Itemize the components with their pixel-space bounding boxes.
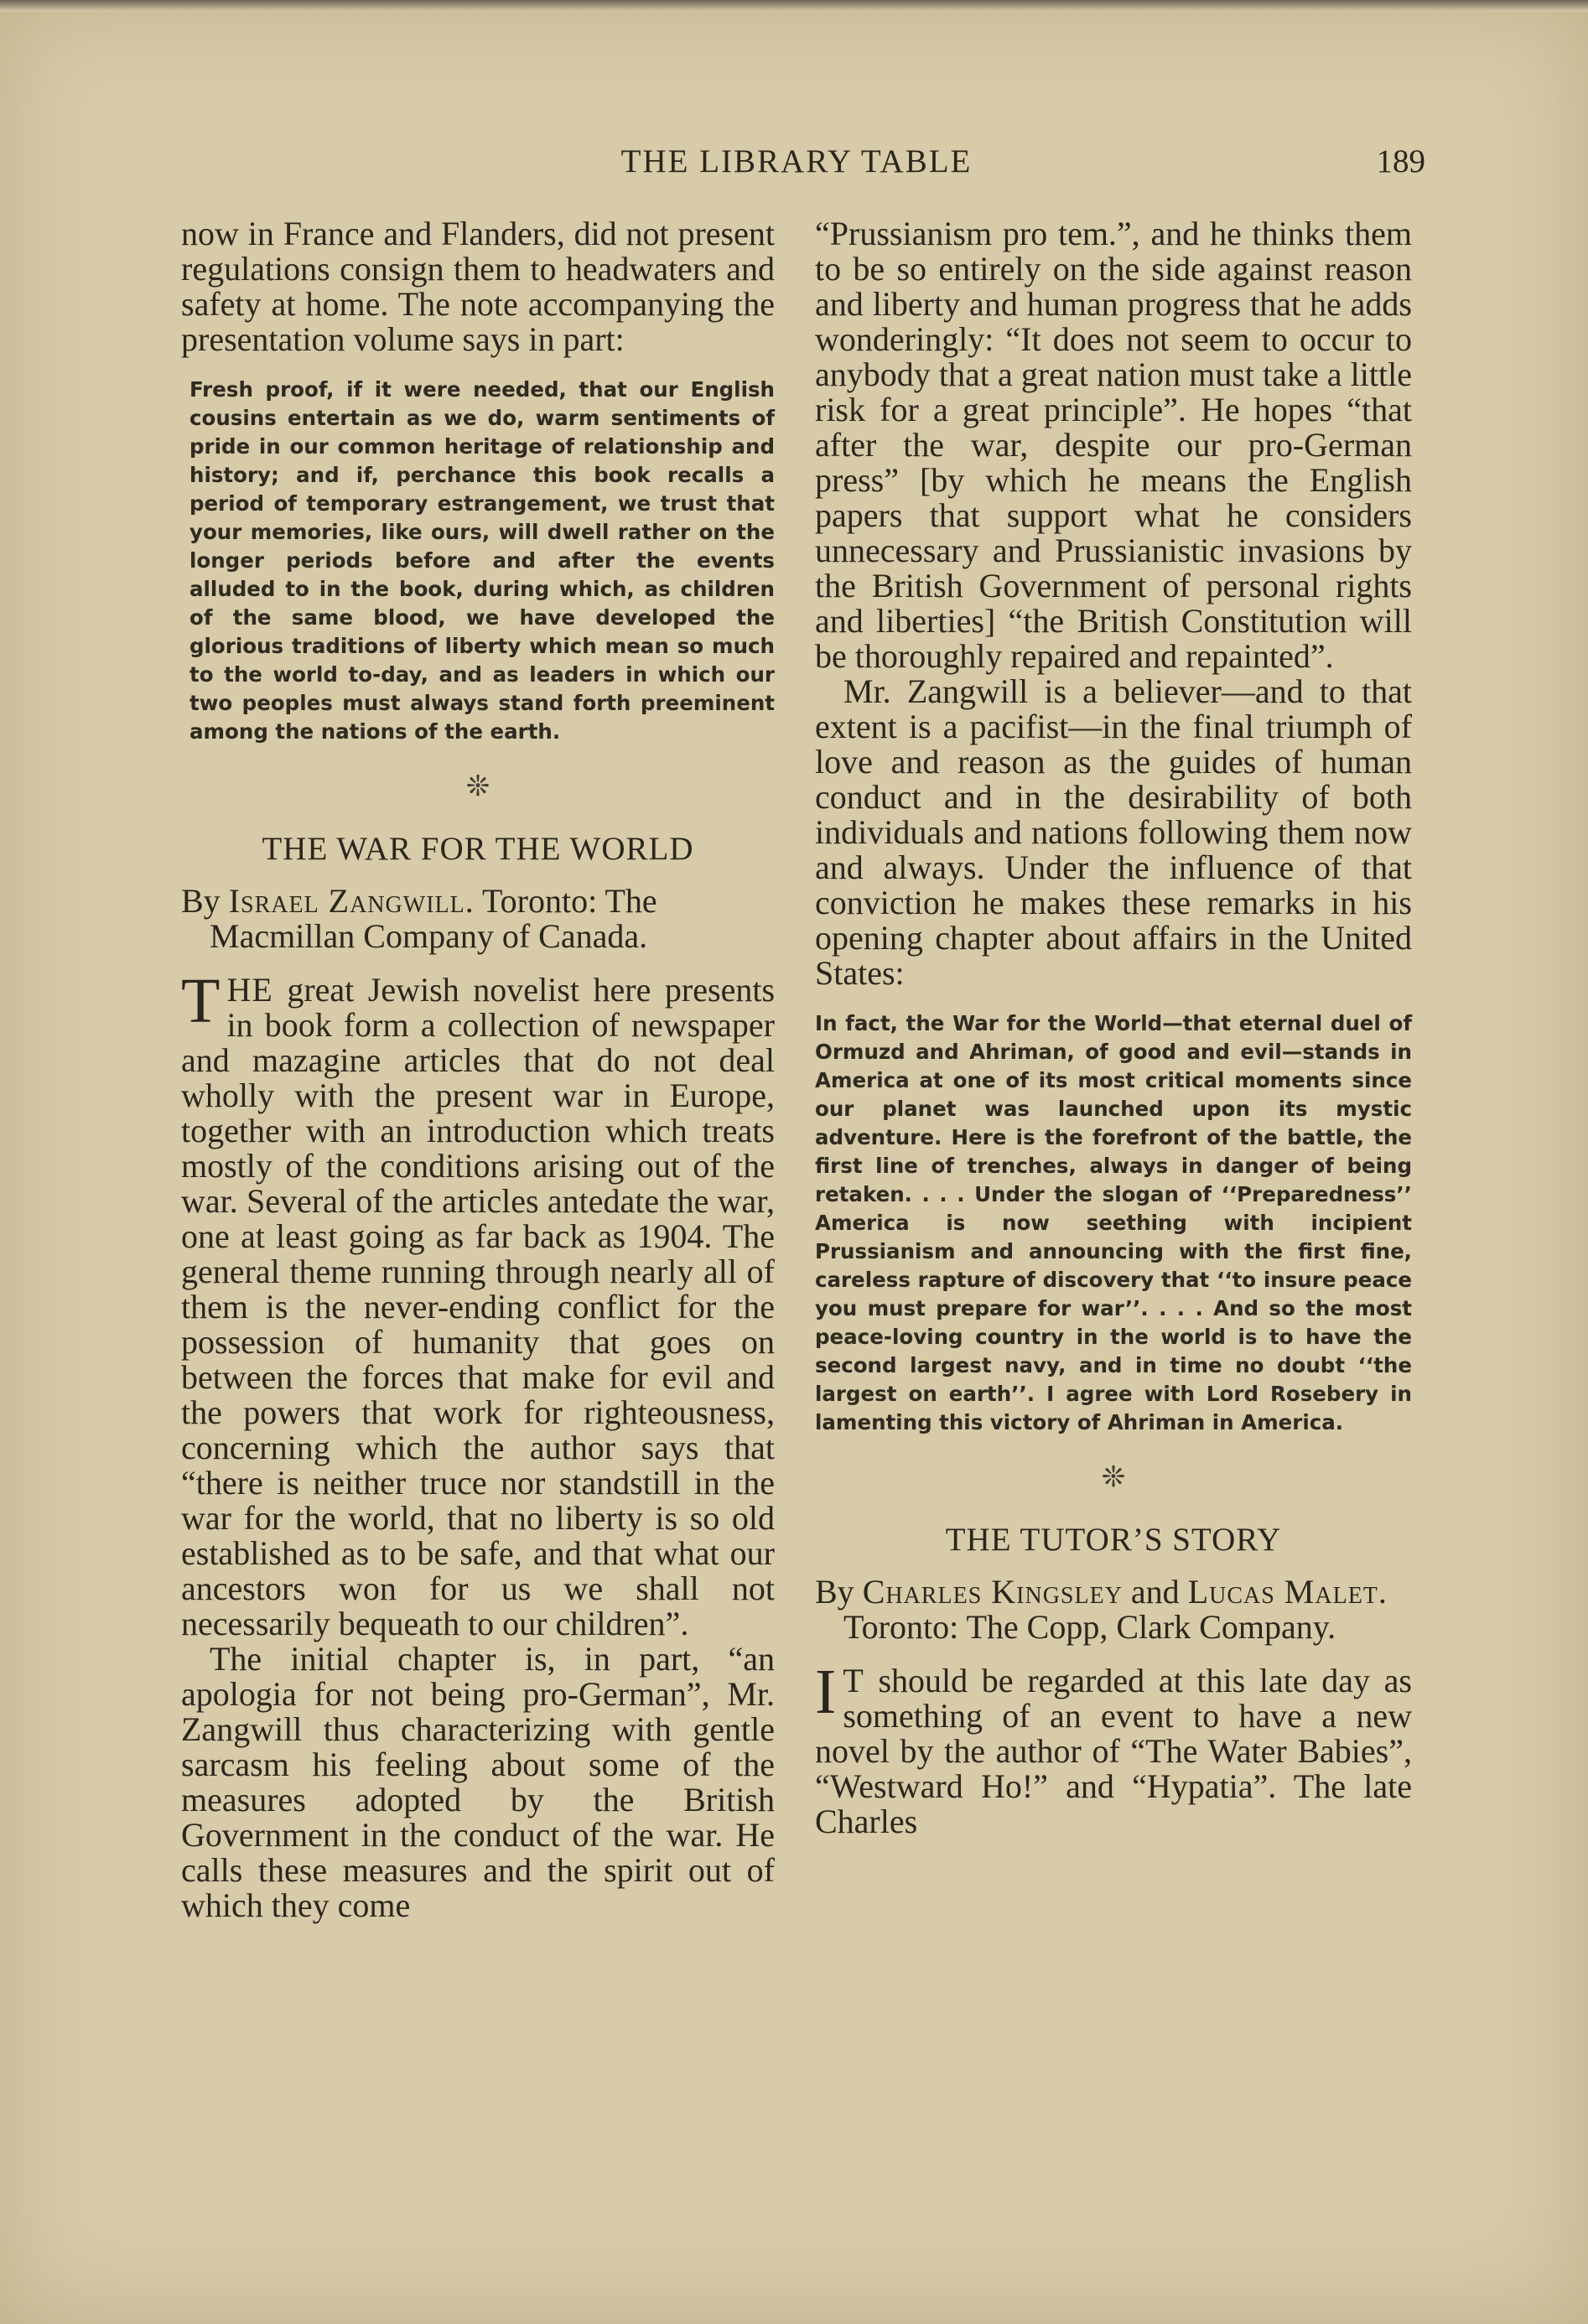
tutor-byline-author-one: Charles Kingsley xyxy=(862,1573,1123,1611)
byline-author: Israel Zangwill. xyxy=(228,882,475,920)
tutor-byline-publisher: Toronto: The Copp, Clark Company. xyxy=(843,1608,1336,1646)
section-ornament-left: ❊ xyxy=(465,771,490,802)
war-review-first-paragraph xyxy=(181,966,776,1642)
drop-cap-i: I xyxy=(815,1657,837,1727)
section-ornament-right: ❊ xyxy=(1101,1462,1126,1493)
tutors-story-first-paragraph xyxy=(815,1657,1412,1840)
left-quotation: Fresh proof, if it were needed, that our English cousins entertain as we do, warm sentiments of pride in our common heritage of relationship and history; and if, perchance this book recalls a period of temporary estrangement, we trust that your memories, like ours, will dwell rather on the longer periods before and after the events alluded to in the book, during which, as children of the same blood, we have developed the glorious traditions of liberty which mean so much to the world to-day, and as leaders in which our two peoples must always stand forth preeminent among the nations of the earth. xyxy=(189,377,775,744)
zangwill-belief-paragraph: Mr. Zangwill is a believer—and to that extent is a pacifist—in the final triumph of love and reason as the guides of human conduct and in the desirability of both individuals and nations following them now and always. Under the influence of that conviction he makes these remarks in his opening chapter about affairs in the United States: xyxy=(815,672,1412,992)
right-continuation-paragraph: “Prussianism pro tem.”, and he thinks them to be so entirely on the side against reason and liberty and human progress that he adds wonderingly: “It does not seem to occur to anybody that a great nation must take a little risk for a great principle”. He hopes “that after the war, despite our pro-German press” [by which he means the English papers that support what he considers unnecessary and Prussianistic invasions by the British Government of personal rights and liberties] “the British Constitution will be thoroughly repaired and repainted”. xyxy=(815,215,1412,675)
tutors-story-title: THE TUTOR’S STORY xyxy=(945,1522,1282,1558)
byline-publisher: Toronto: The Macmillan Company of Canada. xyxy=(210,882,657,955)
byline-prefix: By xyxy=(181,882,221,920)
tutor-byline-joiner: and xyxy=(1130,1573,1180,1611)
tutor-byline-author-two: Lucas Malet. xyxy=(1187,1573,1388,1611)
first-word-he: HE xyxy=(226,971,273,1009)
tutors-story-first-paragraph-text: should be regarded at this late day as something of an event to have a new novel by the author of “The Water Babies”, “Westward Ho!” and “Hypatia”. The late Charles xyxy=(815,1662,1412,1840)
war-for-the-world-byline xyxy=(181,884,775,954)
tutor-byline-prefix: By xyxy=(815,1573,854,1611)
left-intro-paragraph: now in France and Flanders, did not present regulations consign them to headwaters and safety at home. The note accompanying the presentation volume says in part: xyxy=(181,215,775,358)
tutors-story-byline xyxy=(815,1574,1412,1645)
drop-cap-t: T xyxy=(181,966,221,1036)
war-review-second-paragraph: The initial chapter is, in part, “an apologia for not being pro-German”, Mr. Zangwill thus characterizing with gentle sarcasm his feeling about some of the measures adopted by the British Government in the conduct of the war. He calls these measures and the spirit out of which they come xyxy=(181,1640,775,1924)
right-quotation: In fact, the War for the World—that eternal duel of Ormuzd and Ahriman, of good and evil—stands in America at one of its most critical moments since our planet was launched upon its mystic adventure. Here is the forefront of the battle, the first line of trenches, always in danger of being retaken. . . . Under the slogan of ‘‘Preparedness’’ America is now seething with incipient Prussianism and announcing with the first fine, careless rapture of discovery that ‘‘to insure peace you must prepare for war’’. . . . And so the most peace-loving country in the world is to have the second largest navy, and in time no doubt ‘‘the largest on earth’’. I agree with Lord Rosebery in lamenting this victory of Ahriman in America. xyxy=(815,1011,1412,1434)
right-column xyxy=(815,216,1412,1839)
page-number: 189 xyxy=(1376,143,1425,179)
first-word-t: T xyxy=(843,1662,864,1699)
war-for-the-world-title: THE WAR FOR THE WORLD xyxy=(262,831,694,867)
running-head xyxy=(0,143,1588,193)
left-column xyxy=(181,216,775,1923)
running-title: THE LIBRARY TABLE xyxy=(620,143,973,179)
war-review-first-paragraph-text: great Jewish novelist here presents in book form a collection of newspaper and mazagine articles that do not deal wholly with the present war in Europe, together with an introduction which treats mostly of the conditions arising out of the war. Several of the articles antedate the war, one at least going as far back as 1904. The general theme running through nearly all of them is the never-ending conflict for the possession of humanity that goes on between the forces that make for evil and the powers that work for righteousness, concerning which the author says that “there is neither truce nor standstill in the war for the world, that no liberty is so old established as to be safe, and that what our ancestors won for us we shall not necessarily bequeath to our children”. xyxy=(181,971,776,1642)
